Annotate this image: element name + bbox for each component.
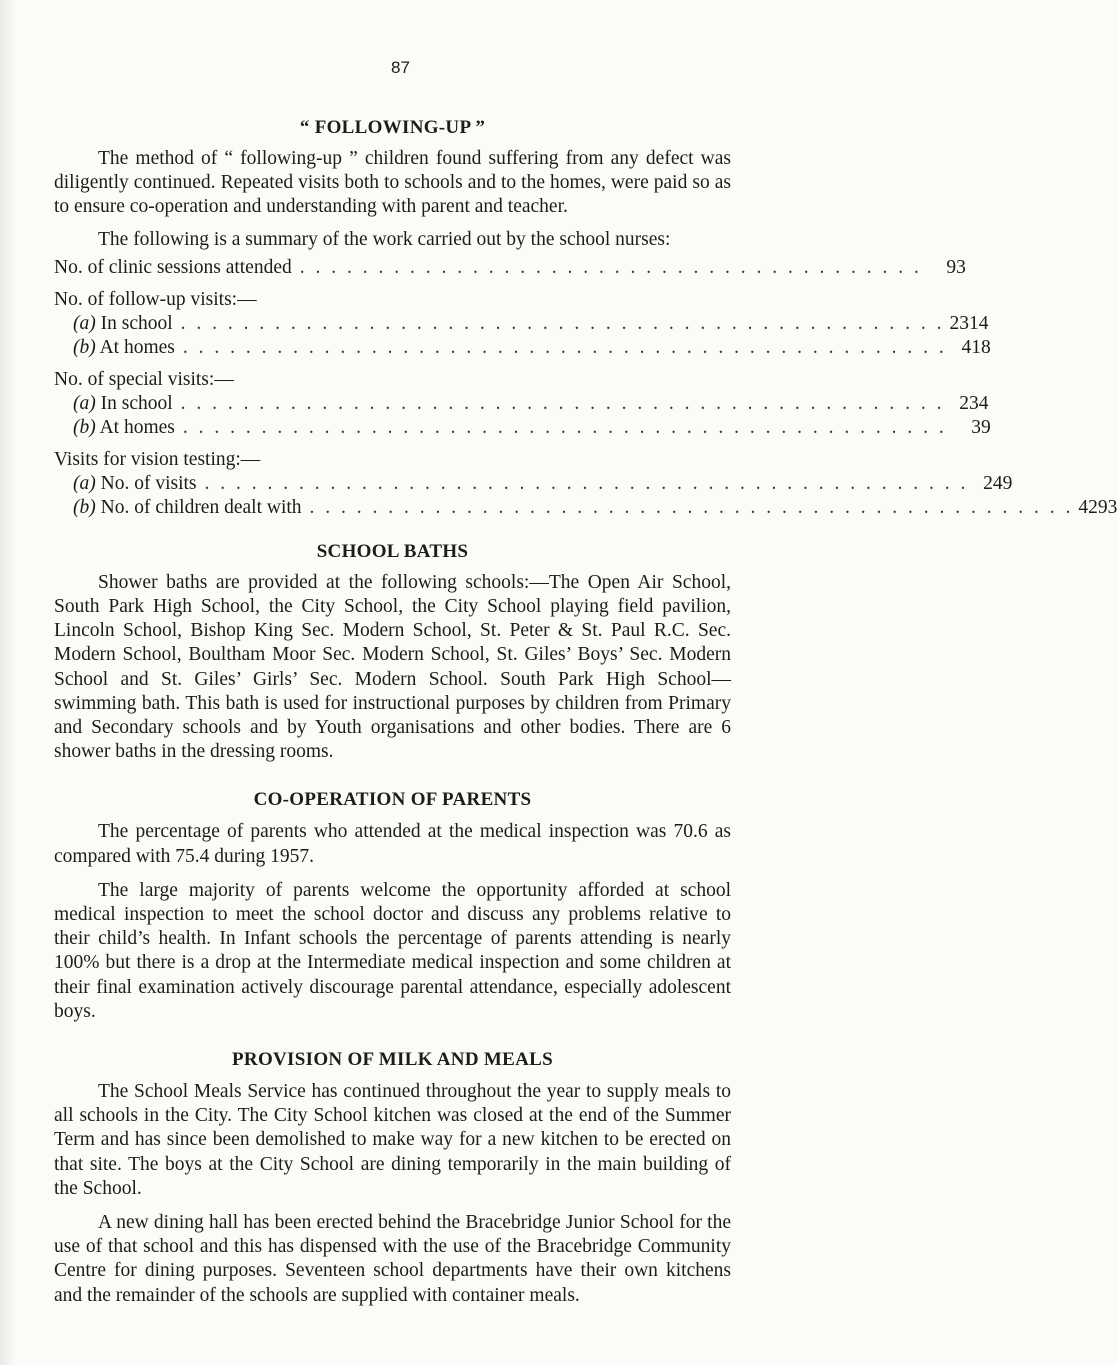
following-up-paragraph-2: The following is a summary of the work carried out by the school nurses: bbox=[98, 228, 671, 250]
page-edge-shadow bbox=[0, 0, 16, 1365]
special-visits-heading: No. of special visits:— bbox=[54, 368, 234, 390]
cooperation-paragraph-2: The large majority of parents welcome the opportunity afforded at school medical inspection to meet the school doctor and discuss any problems relative to their child’s health. In Infant schools the percentage of parents attending is nearly 100% but there is a drop at the Intermediate medical inspection and some children at their final examination actively discourage parental attendance, especially adolescent boys. bbox=[54, 879, 731, 1022]
special-visits-row: (a) In school . . . . . . . . . . . . . . . . . . . . . . . . . . . . . . . . . . . . . . . . . . . . . . . . . 234 bbox=[73, 392, 989, 414]
vision-visits-row: (b) No. of children dealt with . . . . . . . . . . . . . . . . . . . . . . . . . . . . . . . . . . . . . . . . . . . . . . . . . 4293 bbox=[73, 496, 1117, 518]
follow-up-row: (b) At homes . . . . . . . . . . . . . . . . . . . . . . . . . . . . . . . . . . . . . . . . . . . . . . . . . 418 bbox=[73, 336, 991, 358]
follow-up-visits-heading: No. of follow-up visits:— bbox=[54, 288, 257, 310]
cooperation-heading: CO-OPERATION OF PARENTS bbox=[253, 789, 532, 811]
following-up-paragraph-1: The method of “ following-up ” children found suffering from any defect was diligently continued. Repeated visits both to schools and to the homes, were paid so as to ensure co-operation and understanding with parent and teacher. bbox=[54, 148, 731, 218]
clinic-sessions-value: 93 bbox=[946, 256, 966, 278]
milk-meals-paragraph-1: The School Meals Service has continued throughout the year to supply meals to all schools in the City. The City School kitchen was closed at the end of the Summer Term and has since been demolished to make way for a new kitchen to be erected on that site. The boys at the City School are dining temporarily in the main building of the School. bbox=[54, 1081, 731, 1199]
vision-visits-heading: Visits for vision testing:— bbox=[54, 448, 261, 470]
page-body bbox=[54, 58, 1117, 1308]
milk-meals-paragraph-2: A new dining hall has been erected behind the Bracebridge Junior School for the use of that school and this has dispensed with the use of the Bracebridge Community Centre for dining purposes. Seventeen school departments have their own kitchens and the remainder of the schools are supplied with container meals. bbox=[54, 1212, 731, 1306]
cooperation-paragraph-1: The percentage of parents who attended at the medical inspection was 70.6 as compared with 75.4 during 1957. bbox=[54, 821, 731, 867]
special-visits-row: (b) At homes . . . . . . . . . . . . . . . . . . . . . . . . . . . . . . . . . . . . . . . . . . . . . . . . . 39 bbox=[73, 416, 991, 438]
follow-up-row: (a) In school . . . . . . . . . . . . . . . . . . . . . . . . . . . . . . . . . . . . . . . . . . . . . . . . . 2314 bbox=[73, 312, 989, 334]
clinic-sessions-label: No. of clinic sessions attended bbox=[54, 256, 292, 278]
clinic-sessions-row: No. of clinic sessions attended . . . . . . . . . . . . . . . . . . . . . . . . . . . . . . . . . . . . . . . . 93 bbox=[54, 256, 966, 278]
vision-visits-row: (a) No. of visits . . . . . . . . . . . . . . . . . . . . . . . . . . . . . . . . . . . . . . . . . . . . . . . . . 249 bbox=[73, 472, 1013, 494]
school-baths-heading: SCHOOL BATHS bbox=[316, 540, 469, 562]
school-baths-paragraph: Shower baths are provided at the following schools:—The Open Air School, South Park High School, the City School, the City School playing field pavilion, Lincoln School, Bishop King Sec. Modern School, St. Peter & St. Paul R.C. Sec. Modern School, Boultham Moor Sec. Modern School, St. Giles’ Boys’ Sec. Modern School and St. Giles’ Girls’ Sec. Modern School. South Park High School—swimming bath. This bath is used for instructional purposes by children from Primary and Secondary schools and by Youth organisations and other bodies. There are 6 shower baths in the dressing rooms. bbox=[54, 571, 731, 763]
following-up-heading: “ FOLLOWING-UP ” bbox=[299, 117, 486, 138]
milk-meals-heading: PROVISION OF MILK AND MEALS bbox=[232, 1049, 553, 1071]
page-number: 87 bbox=[391, 58, 410, 77]
